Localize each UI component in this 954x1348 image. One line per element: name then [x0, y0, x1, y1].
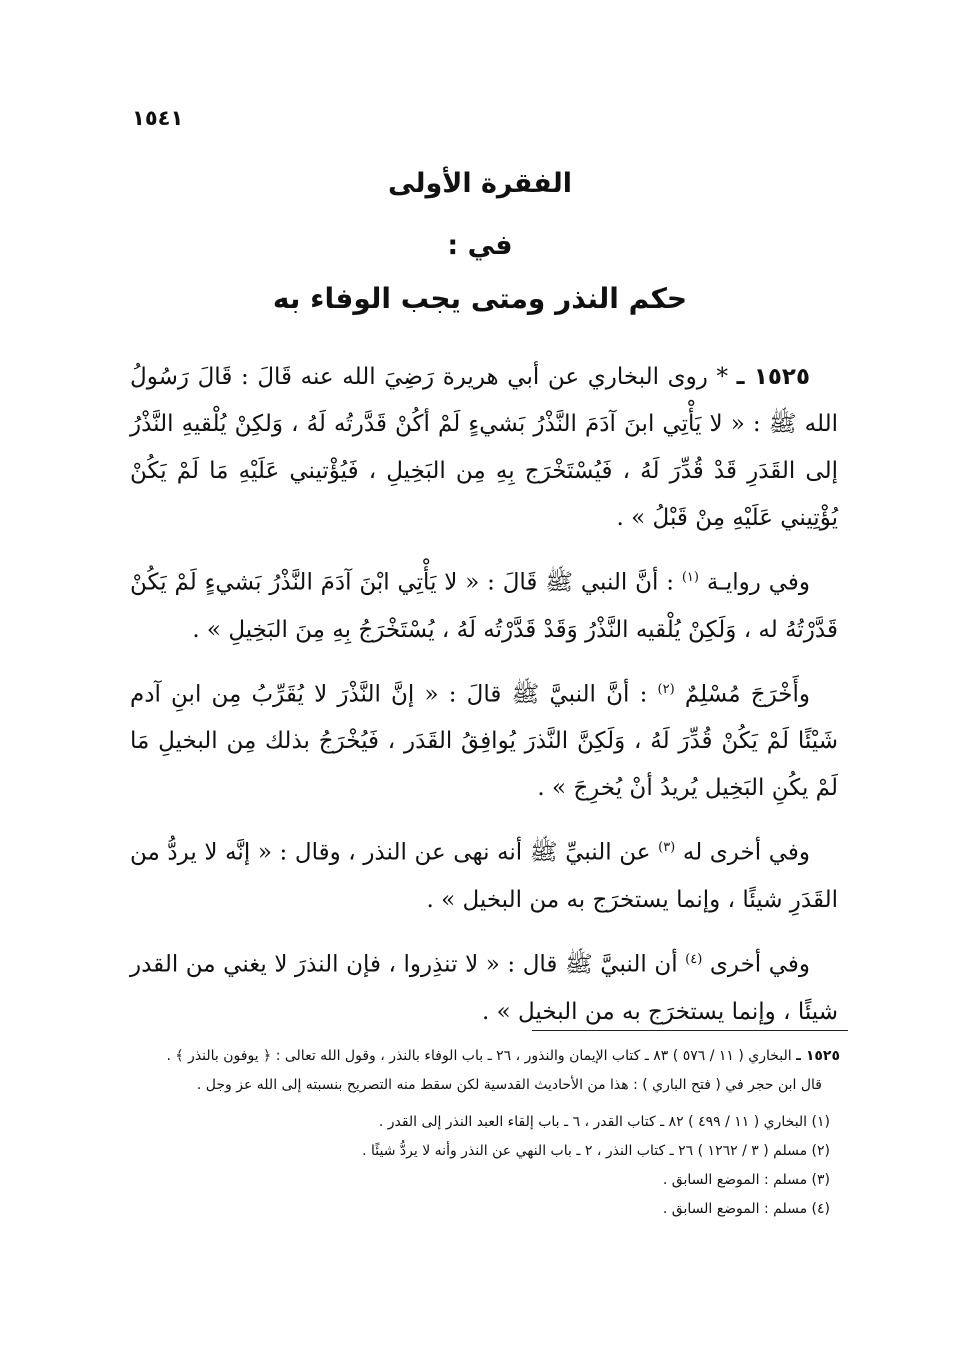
hadith-number: ١٥٢٥ ـ [736, 364, 811, 390]
paragraph-text: عن النبيِّ ﷺ أنه نهى عن النذر ، وقال : « إنَّه لا يردُّ من القَدَرِ شيئًا ، وإنما يستخرَج به من البخيل » . [130, 839, 838, 913]
paragraph-text: : أنَّ النبيَّ ﷺ قالَ : « إنَّ النَّذْرَ لا يُقَرِّبُ مِن ابنِ آدم شَيْئًا لَمْ يَكُنْ قُدِّرَ لَهُ ، وَلَكِنَّ النَّذرَ يُوافِقُ القَدَر ، فَيُخْرَجُ بذلك مِن البخيلِ مَا لَمْ يكُنِ البَخِيل يُريدُ أنْ يُخرِجَ » . [130, 681, 838, 802]
paragraph-text: أن النبيَّ ﷺ قال : « لا تنذِروا ، فإن النذرَ لا يغني من القدر شيئًا ، وإنما يستخرَج به من البخيل » . [130, 951, 838, 1025]
footnote-item: (١) البخاري ( ١١ / ٤٩٩ ) ٨٢ ـ كتاب القدر ، ٦ ـ باب إلقاء العبد النذر إلى القدر . [378, 1114, 830, 1130]
footnote-ref: (٤) [685, 951, 703, 967]
footnote-main [130, 1042, 840, 1071]
footnote-note: قال ابن حجر في ( فتح الباري ) : هذا من الأحاديث القدسية لكن سقط منه التصريح بنسبته إلى الله عز وجل . [196, 1077, 822, 1093]
section-subtitle: حكم النذر ومتى يجب الوفاء به [272, 282, 688, 315]
footnote-item: (٣) مسلم : الموضع السابق . [662, 1172, 830, 1188]
paragraph-text: * روى البخاري عن أبي هريرة رَضِيَ الله عنه قَالَ : قَالَ رَسُولُ الله ﷺ : « لا يَأْتِي ابنَ آدَمَ النَّذْرُ بَشيءٍ لَمْ أكُنْ قَدَّرتُه لَهُ ، وَلكِنْ يُلْقيهِ النَّذْرُ إلى القَدَرِ قَدْ قُدِّرَ لَهُ ، فَيُسْتَخْرَج بِهِ مِن البَخِيلِ ، فَيُؤْتيني عَلَيْهِ مَا لَمْ يَكُنْ يُؤْتِيني عَلَيْهِ مِنْ قَبْلُ » . [130, 364, 838, 531]
footnotes [130, 1042, 840, 1224]
footnote-item: (٤) مسلم : الموضع السابق . [662, 1201, 830, 1217]
paragraph-narration-4 [130, 936, 838, 1036]
main-text [130, 354, 838, 1048]
paragraph-lead: وأَخْرَجَ مُسْلِمٌ [684, 681, 810, 708]
paragraph-narration-2 [130, 666, 838, 813]
paragraph-hadith-1525 [130, 354, 838, 542]
paragraph-narration-1 [130, 554, 838, 654]
paragraph-text: : أنَّ النبي ﷺ قَالَ : « لا يَأْتِي ابْنَ آدَمَ النَّذْرُ بَشيءٍ لَمْ يَكُنْ قَدَّرْتُهُ له ، وَلَكِنْ يُلْقيه النَّذْرُ وَقَدْ قَدَّرْتُه لَهُ ، يُسْتَخْرَجُ بِهِ مِنَ البَخِيلِ » . [130, 569, 838, 643]
footnote-divider [532, 1030, 848, 1031]
section-subtitle-prefix: في : [447, 230, 513, 261]
footnote-main-text: البخاري ( ١١ / ٥٧٦ ) ٨٣ ـ كتاب الإيمان والنذور ، ٢٦ ـ باب الوفاء بالنذر ، وقول الله تعالى : ﴿ يوفون بالنذر ﴾ . [166, 1048, 792, 1064]
section-title: الفقرة الأولى [388, 168, 572, 199]
paragraph-lead: وفي روايـة [706, 569, 810, 596]
paragraph-lead: وفي أخرى [709, 951, 811, 978]
footnote-ref: (١) [681, 570, 699, 585]
paragraph-narration-3 [130, 824, 838, 924]
footnote-ref: (٢) [657, 681, 675, 697]
page-number: ١٥٤١ [132, 106, 184, 130]
footnote-ref: (٣) [658, 840, 676, 856]
paragraph-lead: وفي أخرى له [682, 839, 810, 866]
footnote-main-number: ١٥٢٥ ـ [796, 1048, 840, 1064]
footnote-item: (٢) مسلم ( ٣ / ١٢٦٢ ) ٢٦ ـ كتاب النذر ، ٢ ـ باب النهي عن النذر وأنه لا يردُّ شيئًا . [362, 1143, 830, 1159]
